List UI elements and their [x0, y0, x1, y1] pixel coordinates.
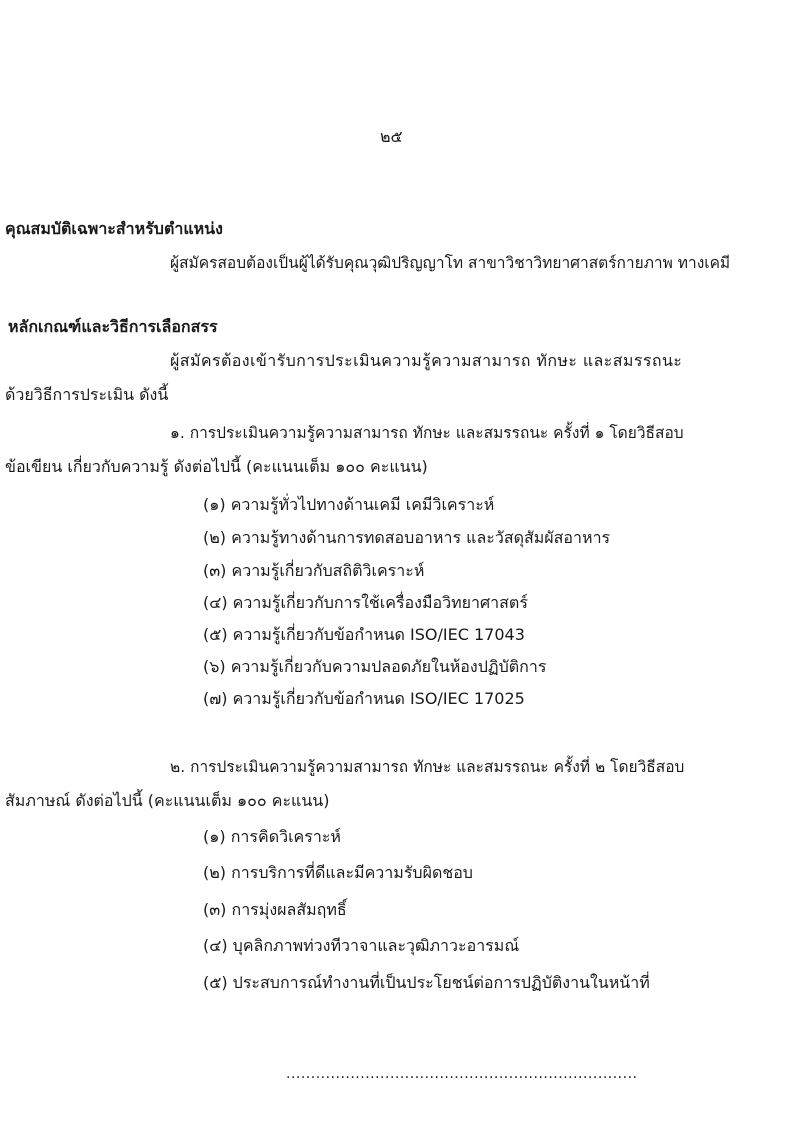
- selection-heading: หลักเกณฑ์และวิธีการเลือกสรร: [8, 317, 218, 336]
- assessment1-item-6: (๖) ความรู้เกี่ยวกับความปลอดภัยในห้องปฏิบัติการ: [203, 657, 547, 676]
- assessment2-line2: สัมภาษณ์ ดังต่อไปนี้ (คะแนนเต็ม ๑๐๐ คะแนน): [5, 791, 330, 810]
- assessment2-item-3: (๓) การมุ่งผลสัมฤทธิ์: [203, 900, 347, 919]
- assessment1-line2: ข้อเขียน เกี่ยวกับความรู้ ดังต่อไปนี้ (คะแนนเต็ม ๑๐๐ คะแนน): [5, 457, 428, 476]
- assessment1-item-1: (๑) ความรู้ทั่วไปทางด้านเคมี เคมีวิเคราะห์: [203, 495, 495, 514]
- assessment1-item-7: (๗) ความรู้เกี่ยวกับข้อกำหนด ISO/IEC 17025: [203, 689, 525, 708]
- assessment2-item-2: (๒) การบริการที่ดีและมีความรับผิดชอบ: [203, 863, 473, 882]
- assessment1-line1: ๑. การประเมินความรู้ความสามารถ ทักษะ และสมรรถนะ ครั้งที่ ๑ โดยวิธีสอบ: [170, 424, 684, 442]
- assessment1-item-2: (๒) ความรู้ทางด้านการทดสอบอาหาร และวัสดุสัมผัสอาหาร: [203, 528, 611, 547]
- qualification-heading: คุณสมบัติเฉพาะสำหรับตำแหน่ง: [5, 219, 223, 238]
- selection-intro-line2: ด้วยวิธีการประเมิน ดังนี้: [5, 385, 169, 404]
- assessment2-item-4: (๔) บุคลิกภาพท่วงทีวาจาและวุฒิภาวะอารมณ์: [203, 936, 520, 955]
- footer-dotted-line: .......................................................................: [286, 1066, 638, 1082]
- selection-intro-line1: ผู้สมัครต้องเข้ารับการประเมินความรู้ความสามารถ ทักษะ และสมรรถนะ: [170, 351, 683, 370]
- assessment1-item-5: (๕) ความรู้เกี่ยวกับข้อกำหนด ISO/IEC 17043: [203, 625, 525, 644]
- assessment2-line1: ๒. การประเมินความรู้ความสามารถ ทักษะ และสมรรถนะ ครั้งที่ ๒ โดยวิธีสอบ: [170, 758, 685, 776]
- qualification-text: ผู้สมัครสอบต้องเป็นผู้ได้รับคุณวุฒิปริญญาโท สาขาวิชาวิทยาศาสตร์กายภาพ ทางเคมี: [170, 254, 731, 272]
- assessment2-item-1: (๑) การคิดวิเคราะห์: [203, 827, 341, 846]
- page-number: ๒๕: [380, 127, 403, 146]
- assessment2-item-5: (๕) ประสบการณ์ทำงานที่เป็นประโยชน์ต่อการปฏิบัติงานในหน้าที่: [203, 973, 650, 992]
- assessment1-item-4: (๔) ความรู้เกี่ยวกับการใช้เครื่องมือวิทยาศาสตร์: [203, 593, 528, 612]
- assessment1-item-3: (๓) ความรู้เกี่ยวกับสถิติวิเคราะห์: [203, 561, 425, 580]
